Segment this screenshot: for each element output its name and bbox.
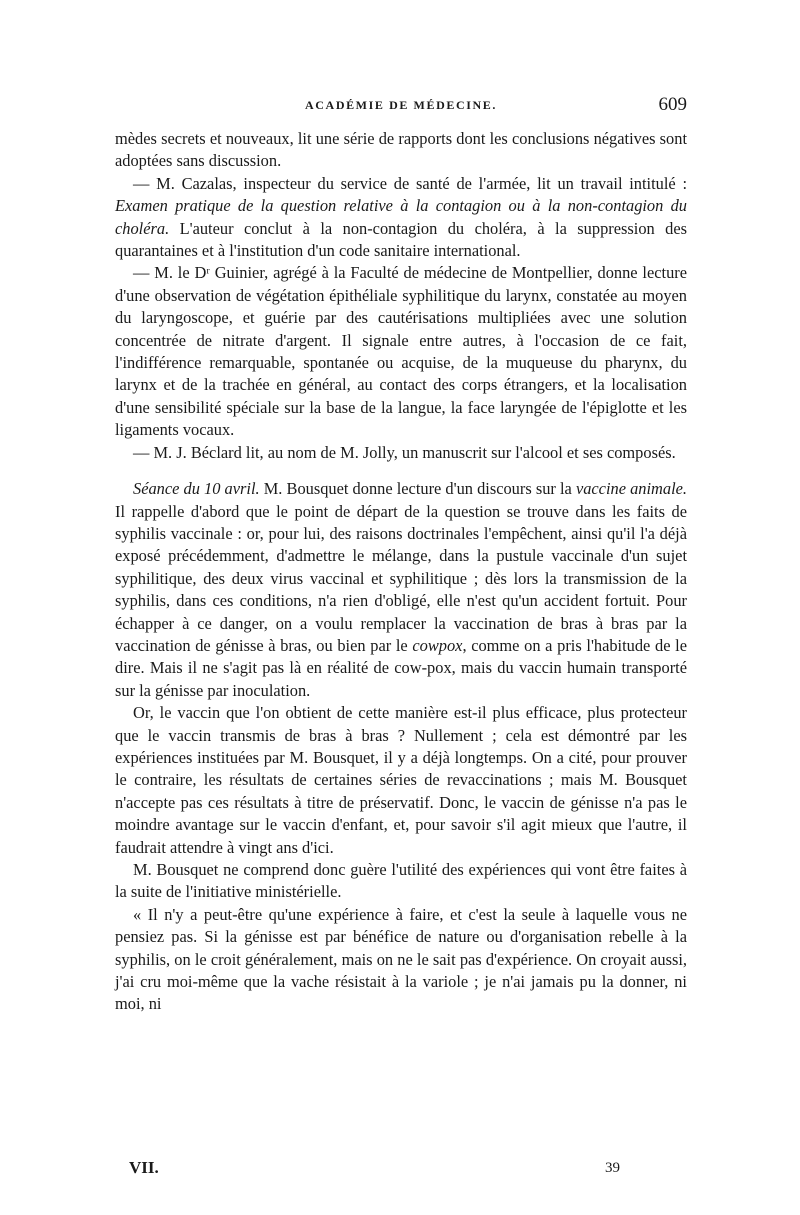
- paragraph-text: M. Bousquet donne lecture d'un discours sur la: [259, 479, 576, 499]
- paragraph-text: L'auteur conclut à la non-contagion du choléra, à la suppression des quarantaines et à l'institution d'un code sanitaire international.: [115, 218, 687, 261]
- paragraph-guinier: [115, 262, 687, 441]
- sheet-number: 39: [605, 1160, 620, 1176]
- session-date: Séance du 10 avril.: [133, 479, 260, 499]
- italic-term-cowpox: cowpox: [412, 635, 463, 655]
- paragraph-text: « Il n'y a peut-être qu'une expérience à faire, et c'est la seule à laquelle vous ne pensiez pas. Si la génisse est par bénéfice de nature ou d'organisation rebelle à la syphilis, on le croit généralement, mais on ne le sait pas d'expérience. On croyait aussi, j'ai cru moi-même que la vache résistait à la variole ; je n'ai jamais pu la donner, ni moi, ni: [115, 904, 687, 1014]
- signature-mark: VII.: [129, 1158, 159, 1177]
- page-footer: [115, 1158, 687, 1182]
- italic-term-vaccine-animale: vaccine animale.: [575, 479, 688, 499]
- work-title: Examen pratique de la question relative à la contagion ou à la non-contagion du choléra.: [115, 196, 687, 238]
- paragraph-text: — M. Cazalas, inspecteur du service de santé de l'armée, lit un travail intitulé :: [133, 173, 687, 193]
- paragraph-text: — M. J. Béclard lit, au nom de M. Jolly, un manuscrit sur l'alcool et ses composés.: [133, 442, 676, 462]
- paragraph-quotation: [115, 904, 687, 1016]
- paragraph-secret-remedies: [115, 128, 687, 173]
- body-text: [115, 128, 687, 1016]
- paragraph-text: M. Bousquet ne comprend donc guère l'utilité des expériences qui vont être faites à la suite de l'initiative ministérielle.: [115, 860, 687, 902]
- paragraph-text: Or, le vaccin que l'on obtient de cette manière est-il plus efficace, plus protecteur que le vaccin transmis de bras à bras ? Nullement ; cela est démontré par les expériences instituées par M. Bousquet, il y a déjà longtemps. On a cité, pour prouver le contraire, les résultats de certaines séries de revaccinations ; mais M. Bousquet n'accepte pas ces résultats à titre de préservatif. Donc, le vaccin de génisse n'a pas le moindre avantage sur le vaccin d'enfant, et, pour savoir s'il agit mieux que l'autre, il faudrait attendre à vingt ans d'ici.: [115, 703, 687, 857]
- paragraph-beclard: [115, 442, 687, 464]
- paragraph-text: , comme on a pris l'habitude de le dire. Mais il ne s'agit pas là en réalité de cow-pox, mais du vaccin humain transporté sur la génisse par inoculation.: [115, 635, 687, 700]
- page-header: [115, 94, 687, 120]
- paragraph-cazalas: [115, 173, 687, 263]
- running-head: ACADÉMIE DE MÉDECINE.: [305, 98, 497, 112]
- paragraph-utilite-experiences: [115, 859, 687, 904]
- paragraph-vaccin-genisse: [115, 702, 687, 859]
- paragraph-text: mèdes secrets et nouveaux, lit une série de rapports dont les conclusions négatives sont adoptées sans discussion.: [115, 129, 687, 171]
- paragraph-text: — M. le Dʳ Guinier, agrégé à la Faculté de médecine de Montpellier, donne lecture d'une observation de végétation épithéliale syphilitique du larynx, constatée au moyen du laryngoscope, et guérie par des cautérisations multipliées avec une solution concentrée de nitrate d'argent. Il signale entre autres, à l'occasion de ce fait, l'indifférence remarquable, spontanée ou acquise, de la muqueuse du pharynx, du larynx et de la trachée en général, au contact des corps étrangers, et la localisation d'une sensibilité spéciale sur la base de la langue, la face laryngée de l'épiglotte et les ligaments vocaux.: [115, 263, 687, 440]
- page-number: 609: [658, 94, 687, 115]
- paragraph-text: Il rappelle d'abord que le point de départ de la question se trouve dans les faits de syphilis vaccinale : or, pour lui, des raisons doctrinales l'empêchent, ainsi qu'il l'a déjà exposé précédemment, d'admettre le mélange, dans la pustule vaccinale d'un sujet syphilitique, des deux virus vaccinal et syphilitique ; dès lors la transmission de la syphilis, dans ces conditions, n'a rien d'obligé, elle n'est qu'un accident fortuit. Pour échapper à ce danger, on a voulu remplacer la vaccination de bras à bras par la vaccination de génisse à bras, ou bien par le: [115, 501, 687, 655]
- paragraph-seance-10-avril: [115, 478, 687, 702]
